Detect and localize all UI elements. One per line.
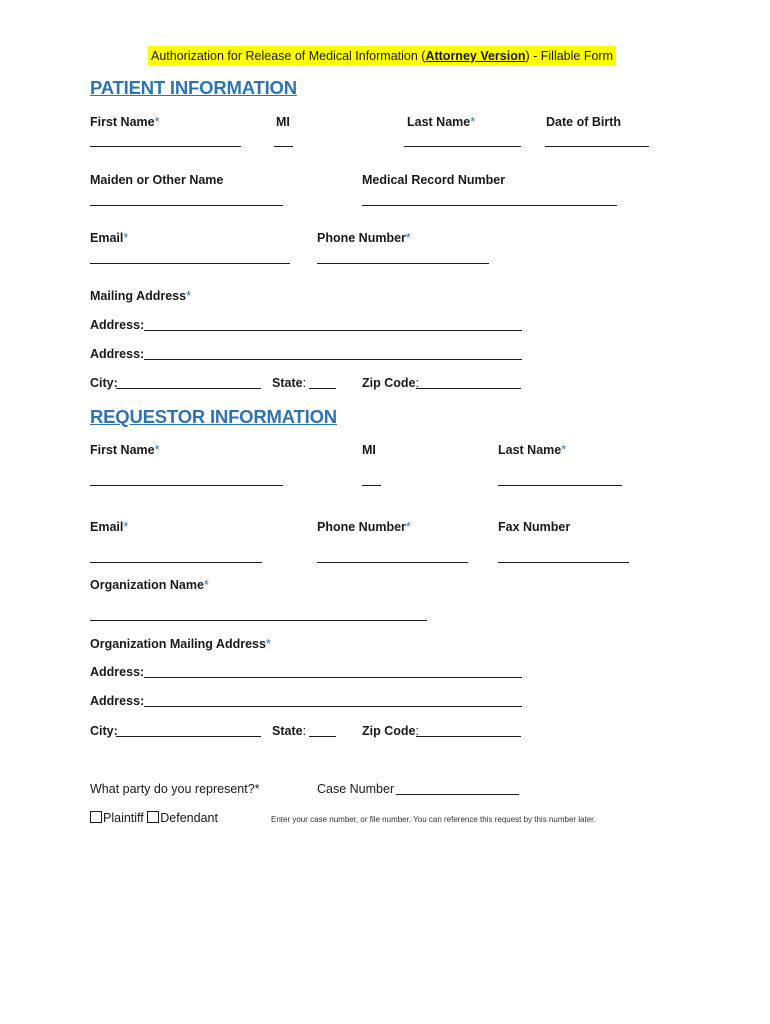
- plaintiff-option[interactable]: [90, 811, 144, 825]
- requestor-email-label: Email*: [90, 520, 129, 534]
- patient-state-label: State:: [272, 376, 307, 390]
- requestor-fax-field[interactable]: [498, 562, 629, 563]
- requestor-address-2-field[interactable]: [144, 706, 522, 707]
- patient-mrn-field[interactable]: [362, 205, 617, 206]
- requestor-city-label: City:: [90, 724, 118, 738]
- form-title-suffix: ) - Fillable Form: [525, 49, 613, 63]
- patient-state-field[interactable]: [309, 388, 336, 389]
- patient-mrn-label: Medical Record Number: [362, 173, 506, 187]
- requestor-state-field[interactable]: [309, 736, 336, 737]
- case-number-hint: Enter your case number, or file number. You can reference this request by this number later.: [271, 815, 596, 824]
- required-mark: *: [265, 637, 271, 651]
- form-title-version: Attorney Version: [425, 49, 526, 63]
- patient-dob-label: Date of Birth: [546, 115, 621, 129]
- patient-address-1-label: Address:: [90, 318, 145, 332]
- requestor-city-field[interactable]: [116, 736, 261, 737]
- patient-last-name-field[interactable]: [404, 146, 521, 147]
- requestor-zip-field[interactable]: [416, 736, 521, 737]
- patient-address-2-label: Address:: [90, 347, 145, 361]
- patient-city-field[interactable]: [116, 388, 261, 389]
- requestor-phone-field[interactable]: [317, 562, 468, 563]
- requestor-org-name-label: Organization Name*: [90, 578, 209, 592]
- requestor-first-name-label: First Name*: [90, 443, 160, 457]
- plaintiff-checkbox[interactable]: [90, 811, 102, 823]
- required-mark: *: [186, 289, 191, 303]
- patient-zip-field[interactable]: [416, 388, 521, 389]
- required-mark: *: [470, 115, 476, 129]
- party-options: [90, 811, 218, 825]
- defendant-label: Defendant: [160, 811, 218, 825]
- patient-email-field[interactable]: [90, 263, 290, 264]
- requestor-first-name-field[interactable]: [90, 485, 283, 486]
- plaintiff-label: Plaintiff: [103, 811, 144, 825]
- requestor-phone-label: Phone Number*: [317, 520, 411, 534]
- requestor-email-field[interactable]: [90, 562, 262, 563]
- defendant-checkbox[interactable]: [147, 811, 159, 823]
- required-mark: *: [561, 443, 567, 457]
- requestor-mi-label: MI: [362, 443, 376, 457]
- patient-dob-field[interactable]: [545, 146, 649, 147]
- requestor-address-1-label: Address:: [90, 665, 145, 679]
- patient-phone-field[interactable]: [317, 263, 489, 264]
- requestor-address-1-field[interactable]: [144, 677, 522, 678]
- required-mark: *: [405, 231, 411, 245]
- requestor-org-mailing-label: Organization Mailing Address*: [90, 637, 271, 651]
- form-title-prefix: Authorization for Release of Medical Information (: [151, 49, 426, 63]
- case-number-label: Case Number: [317, 782, 395, 796]
- requestor-address-2-label: Address:: [90, 694, 145, 708]
- form-title: [148, 46, 616, 66]
- patient-mi-field[interactable]: [274, 146, 293, 147]
- patient-mi-label: MI: [276, 115, 290, 129]
- patient-phone-label: Phone Number*: [317, 231, 411, 245]
- required-mark: *: [123, 231, 129, 245]
- case-number-field[interactable]: [396, 794, 519, 795]
- patient-section-heading: PATIENT INFORMATION: [90, 77, 297, 98]
- requestor-mi-field[interactable]: [362, 485, 381, 486]
- required-mark: *: [123, 520, 129, 534]
- patient-mailing-address-label: Mailing Address*: [90, 289, 191, 303]
- defendant-option[interactable]: [147, 811, 218, 825]
- patient-email-label: Email*: [90, 231, 129, 245]
- required-mark: *: [405, 520, 411, 534]
- required-mark: *: [154, 443, 160, 457]
- patient-first-name-label: First Name*: [90, 115, 160, 129]
- patient-zip-label: Zip Code:: [362, 376, 419, 390]
- requestor-zip-label: Zip Code:: [362, 724, 419, 738]
- patient-first-name-field[interactable]: [90, 146, 241, 147]
- requestor-last-name-field[interactable]: [498, 485, 622, 486]
- patient-maiden-name-label: Maiden or Other Name: [90, 173, 224, 187]
- requestor-fax-label: Fax Number: [498, 520, 571, 534]
- patient-last-name-label: Last Name*: [407, 115, 476, 129]
- requestor-last-name-label: Last Name*: [498, 443, 567, 457]
- patient-maiden-name-field[interactable]: [90, 205, 283, 206]
- patient-address-2-field[interactable]: [144, 359, 522, 360]
- required-mark: *: [203, 578, 209, 592]
- requestor-state-label: State:: [272, 724, 307, 738]
- required-mark: *: [154, 115, 160, 129]
- requestor-org-name-field[interactable]: [90, 620, 427, 621]
- requestor-section-heading: REQUESTOR INFORMATION: [90, 406, 337, 427]
- patient-city-label: City:: [90, 376, 118, 390]
- party-question-label: What party do you represent?*: [90, 782, 260, 796]
- patient-address-1-field[interactable]: [144, 330, 522, 331]
